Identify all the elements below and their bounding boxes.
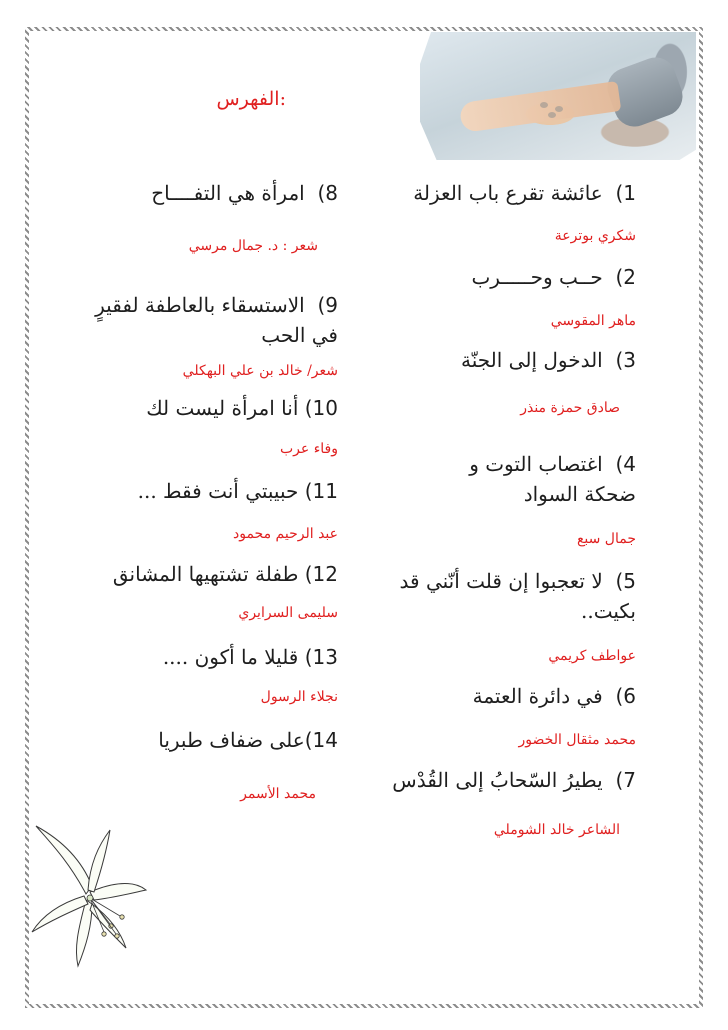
entry-author: ماهر المقوسي [550,313,636,329]
entry-author: الشاعر خالد الشوملي [493,822,620,838]
entry-author: شعر/ خالد بن علي البهكلي [182,363,338,379]
entry-author: محمد الأسمر [240,786,316,802]
index-entry[interactable]: 4) اغتصاب التوت و ضحكة السواد [469,452,636,506]
index-heading: الفهرس: [216,88,286,110]
index-entry[interactable]: 7) يطيرُ السّحابُ إلى القُدْس [392,768,636,792]
entry-author: صادق حمزة منذر [520,400,620,416]
hands-photo [420,32,696,160]
entry-author: محمد مثقال الخضور [518,732,636,748]
entry-author: سليمى السرايري [238,605,338,621]
entry-author: نجلاء الرسول [260,689,338,705]
index-entry[interactable]: 10) أنا امرأة ليست لك [146,396,338,420]
index-entry[interactable]: 1) عائشة تقرع باب العزلة [413,181,636,205]
index-entry[interactable]: 2) حــب وحـــــرب [471,265,636,289]
index-entry[interactable]: 13) قليلا ما أكون .... [162,645,338,669]
index-entry[interactable]: 3) الدخول إلى الجنّة [461,348,636,372]
index-entry[interactable]: 6) في دائرة العتمة [472,684,636,708]
index-entry[interactable]: 5) لا تعجبوا إن قلت أنّني قد بكيت.. [399,569,636,623]
entry-author: شعر : د. جمال مرسي [188,238,318,254]
index-entry[interactable]: 14)على ضفاف طبريا [158,728,338,752]
index-entry[interactable]: 11) حبيبتي أنت فقط ... [137,479,338,503]
entry-author: وفاء عرب [279,441,338,457]
lily-flower-icon [28,820,148,970]
index-entry[interactable]: 8) امرأة هي التفــــاح [151,181,338,205]
index-entry[interactable]: 9) الاستسقاء بالعاطفة لفقيرٍ في الحب [95,293,338,347]
index-entry[interactable]: 12) طفلة تشتهيها المشانق [112,562,338,586]
entry-author: جمال سبع [576,531,636,547]
entry-author: شكري بوترعة [554,228,636,244]
entry-author: عواطف كريمي [548,648,636,664]
entry-author: عبد الرحيم محمود [233,526,338,542]
